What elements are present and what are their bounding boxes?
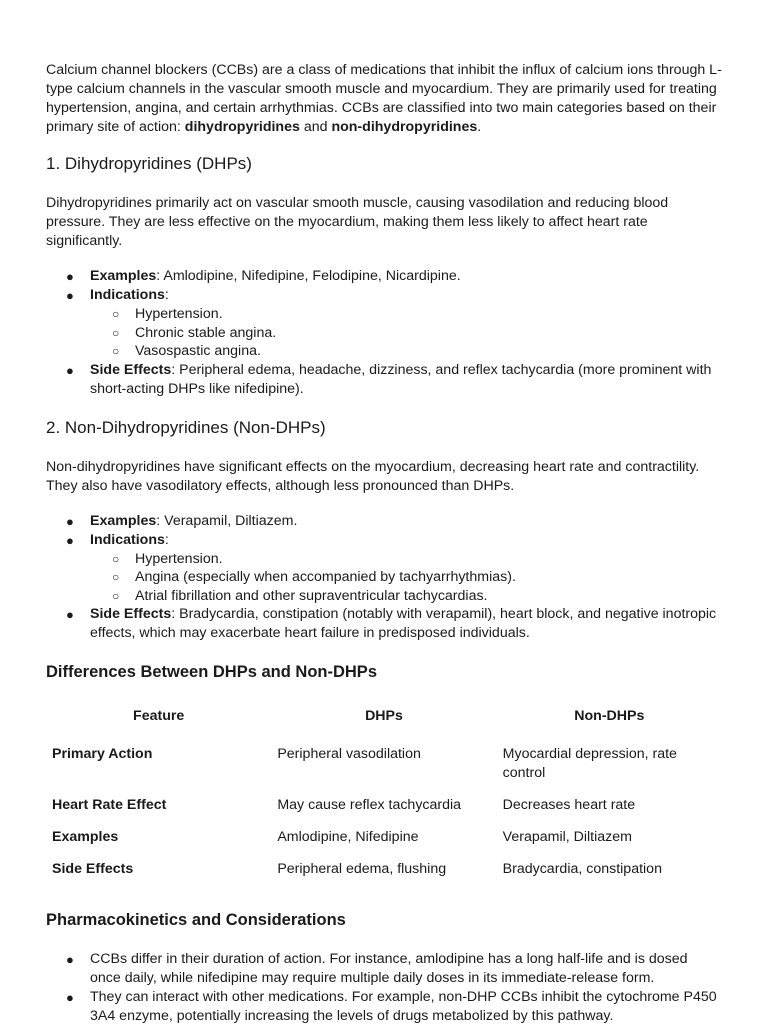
dhp-bullet-list [46,267,722,399]
list-item [90,342,722,361]
row-header: Examples [52,829,119,845]
list-item [90,587,722,606]
item-label: Indications [90,531,165,548]
item-label: Indications [90,287,165,303]
list-item [46,512,722,531]
item-text: Vasospastic angina. [135,343,261,359]
intro-text-end: . [477,119,482,135]
pharmacokinetics-heading: Pharmacokinetics and Considerations [46,911,346,929]
table-cell: Myocardial depression, rate control [502,746,677,781]
table-cell: Peripheral edema, flushing [277,861,447,877]
table-cell: Peripheral vasodilation [277,746,421,762]
list-item [46,286,722,361]
bullet-icon: ● [66,513,74,529]
bullet-icon: ● [66,607,74,622]
item-text: : [164,287,169,303]
bullet-icon: ● [66,532,74,548]
list-item [46,531,722,606]
circle-bullet-icon: ○ [112,570,120,584]
table-cell: Decreases heart rate [502,797,636,813]
bullet-icon: ● [66,952,74,967]
table-cell: Amlodipine, Nifedipine [277,829,419,845]
differences-table [46,702,722,887]
nondhp-heading: 2. Non-Dihydropyridines (Non-DHPs) [46,417,326,437]
item-text: They can interact with other medications. For example, non-DHP CCBs inhibit the cytochrome P450 3A4 enzyme, potentially increasing the levels of drugs metabolized by this pathway. [90,989,717,1024]
item-label: Side Effects [90,606,172,622]
column-header-dhps: DHPs [365,708,403,724]
bullet-icon: ● [66,269,74,284]
item-text: Hypertension. [135,550,223,567]
table-row [46,823,722,855]
nondhp-bullet-list [46,512,722,644]
intro-bold-dhp: dihydropyridines [184,119,300,135]
row-header: Primary Action [52,746,153,762]
table-cell: Verapamil, Diltiazem [502,829,632,845]
table-header-row [46,702,722,740]
list-item [46,988,722,1026]
item-text: Hypertension. [135,306,223,322]
table-row [46,791,722,823]
item-text: Angina (especially when accompanied by tachyarrhythmias). [135,569,516,585]
table-cell: May cause reflex tachycardia [277,797,462,813]
item-text: CCBs differ in their duration of action. For instance, amlodipine has a long half-life and is dosed once daily, while nifedipine may require multiple daily doses in its immediate-release form. [90,951,688,986]
nondhp-paragraph: Non-dihydropyridines have significant effects on the myocardium, decreasing heart rate and contractility. They also have vasodilatory effects, although less pronounced than DHPs. [46,458,700,494]
item-text: Chronic stable angina. [135,324,277,341]
list-item [90,324,722,343]
row-header: Side Effects [52,861,134,877]
intro-bold-nondhp: non-dihydropyridines [331,119,478,135]
column-header-feature: Feature [133,708,185,724]
item-text: : Bradycardia, constipation (notably with verapamil), heart block, and negative inotropic effects, which may exacerbate heart failure in predisposed individuals. [90,606,717,641]
item-text: : Verapamil, Diltiazem. [156,512,298,529]
list-item [90,550,722,569]
list-item [46,605,722,643]
intro-paragraph [46,61,722,137]
table-row [46,855,722,887]
circle-bullet-icon: ○ [112,588,120,603]
bullet-icon: ● [66,288,74,303]
nondhp-indications-list [90,550,722,606]
item-text: Atrial fibrillation and other supraventricular tachycardias. [135,587,488,604]
item-label: Side Effects [90,361,172,378]
dhp-heading: 1. Dihydropyridines (DHPs) [46,154,252,173]
list-item [46,950,722,988]
differences-heading: Differences Between DHPs and Non-DHPs [46,663,377,681]
table-cell: Bradycardia, constipation [502,861,662,877]
table-row [46,740,722,791]
column-header-nondhps: Non-DHPs [574,708,645,724]
circle-bullet-icon: ○ [112,325,120,340]
item-label: Examples [90,512,157,529]
item-label: Examples [90,268,157,284]
item-text: : Amlodipine, Nifedipine, Felodipine, Nicardipine. [156,268,461,284]
intro-text-and: and [299,119,332,135]
pharmacokinetics-list [46,950,722,1026]
list-item [46,361,722,399]
dhp-paragraph: Dihydropyridines primarily act on vascular smooth muscle, causing vasodilation and reducing blood pressure. They are less effective on the myocardium, making them less likely to affect heart rate significantly. [46,195,669,249]
list-item [90,568,722,587]
dhp-indications-list [90,305,722,361]
bullet-icon: ● [66,990,74,1005]
item-text: : Peripheral edema, headache, dizziness, and reflex tachycardia (more prominent with short-acting DHPs like nifedipine). [90,361,712,397]
list-item [46,267,722,286]
intro-text: Calcium channel blockers (CCBs) are a class of medications that inhibit the influx of calcium ions through L-type calcium channels in the vascular smooth muscle and myocardium. They are primarily used for treating hypertension, angina, and certain arrhythmias. CCBs are classified into two main categories based on their primary site of action: [46,62,722,135]
circle-bullet-icon: ○ [112,344,120,358]
item-text: : [164,531,169,548]
circle-bullet-icon: ○ [112,307,120,321]
bullet-icon: ● [66,362,74,378]
list-item [90,305,722,324]
row-header: Heart Rate Effect [52,797,167,813]
circle-bullet-icon: ○ [112,551,120,566]
